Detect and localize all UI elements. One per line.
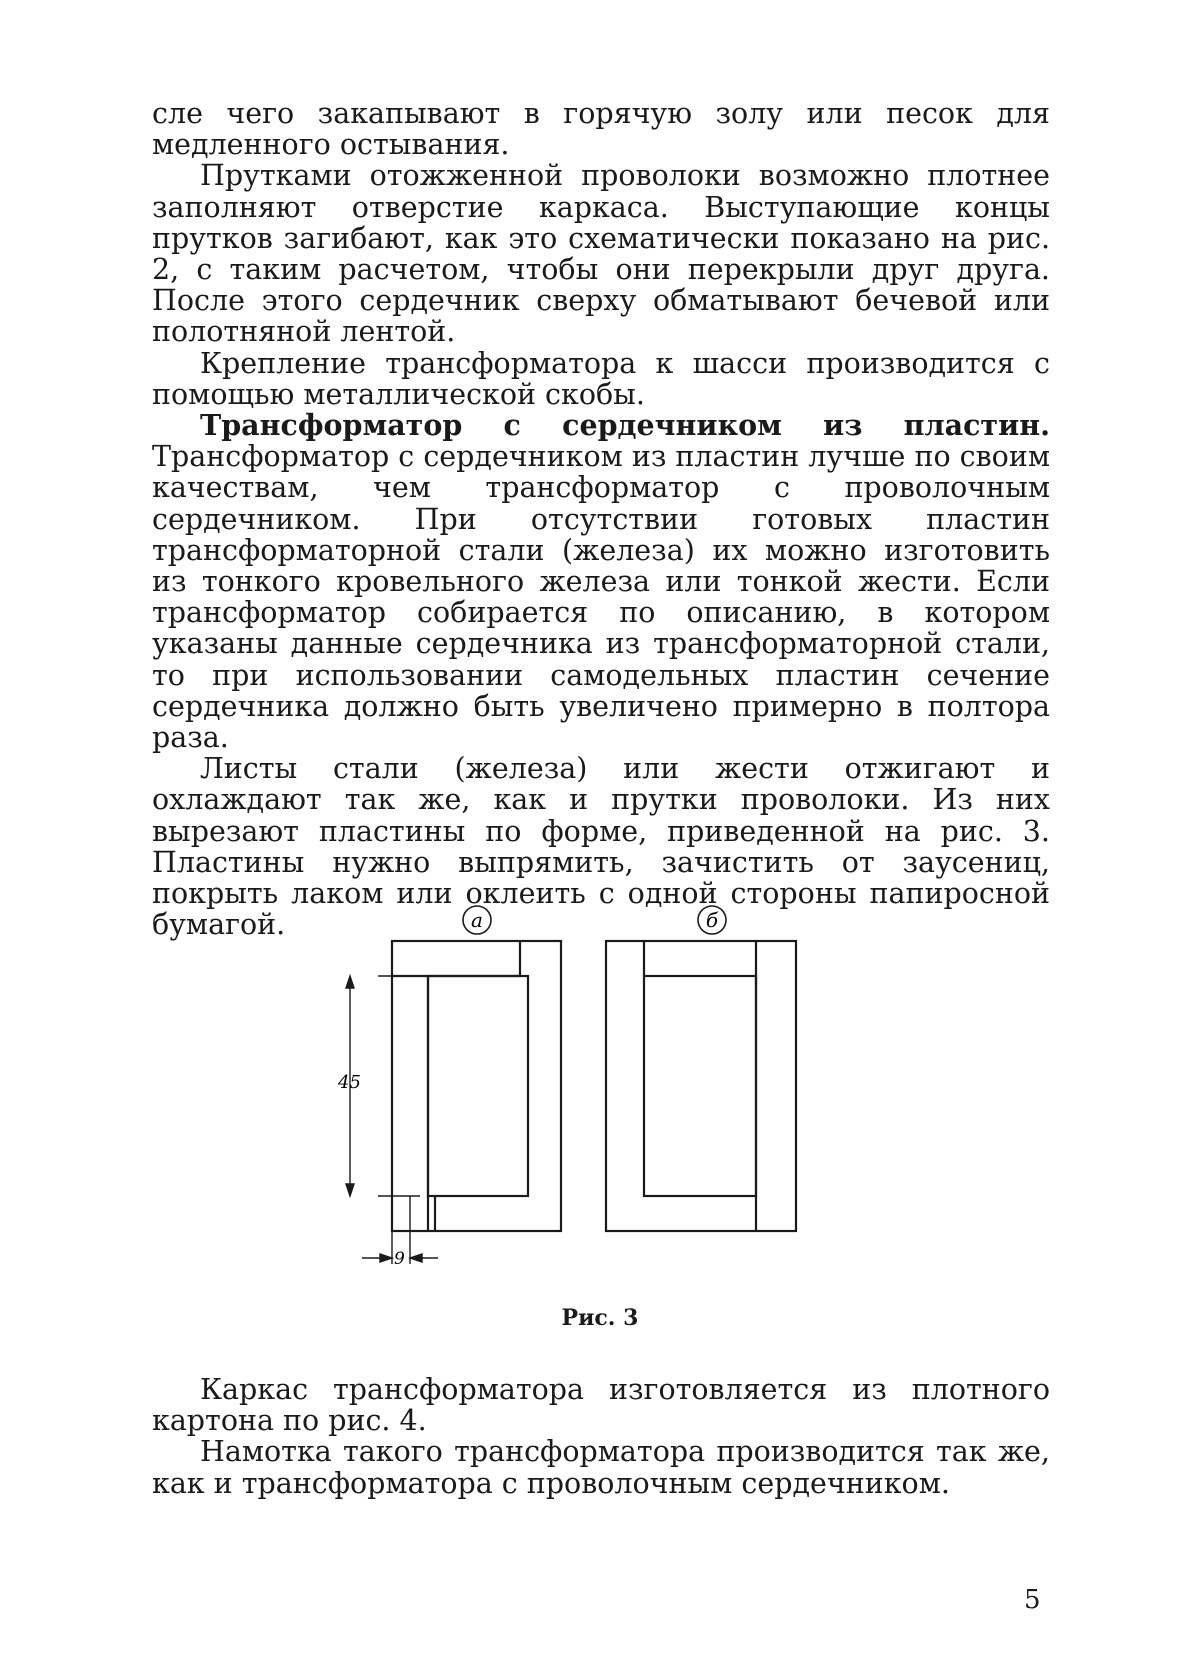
label-a-text: а: [471, 908, 483, 932]
label-b: [698, 906, 726, 934]
plate-a: [392, 941, 561, 1231]
page-number: 5: [1024, 1585, 1041, 1615]
plate-b-window: [644, 976, 756, 1196]
plate-a-outline: [392, 941, 561, 1231]
plate-b: [606, 941, 796, 1231]
plate-a-top-joint: [392, 941, 520, 976]
paragraph-plate-core: [152, 410, 1050, 753]
dimension-width-label: 9: [394, 1249, 405, 1269]
plate-b-outline: [606, 941, 796, 1231]
section-heading: Трансформатор с сердечником из пластин.: [200, 408, 1050, 443]
body-text: [152, 98, 1050, 940]
label-b-text: б: [705, 908, 719, 932]
dimension-height-label: 45: [338, 1072, 361, 1093]
body-text-bottom: [152, 1374, 1050, 1499]
paragraph-frame: Каркас трансформатора изготовляется из плотного картона по рис. 4.: [152, 1373, 1050, 1438]
paragraph-plate-core-body: Трансформатор с сердечником из пластин лучше по своим качествам, чем трансформатор с проволочным сердечником. При отсутствии готовых пластин трансформаторной стали (железа) их можно изготовить из тонкого кровельного железа или тонкой жести. Если трансформатор собирается по описанию, в котором указаны данные сердечника из трансформаторной стали, то при использовании самодельных пластин сечение сердечника должно быть увеличено примерно в полтора раза.: [152, 440, 1050, 755]
paragraph-mounting: Крепление трансформатора к шасси производится с помощью металлической скобы.: [152, 346, 1050, 411]
paragraph-winding: Намотка такого трансформатора производится так же, как и трансформатора с проволочным сердечником.: [152, 1435, 1050, 1500]
label-a: [463, 906, 491, 934]
paragraph-sheets: Листы стали (железа) или жести отжигают и охлаждают так же, как и прутки проволоки. Из них вырезают пластины по форме, приведенной на рис. 3. Пластины нужно выпрямить, зачистить от заусениц, покрыть лаком или оклеить с одной стороны папиросной бумагой.: [152, 752, 1050, 942]
paragraph-wire-core: Прутками отожженной проволоки возможно плотнее заполняют отверстие каркаса. Выступающие концы прутков загибают, как это схематически показано на рис. 2, с таким расчетом, чтобы они перекрыли друг друга. После этого сердечник сверху обматывают бечевой или полотняной лентой.: [152, 159, 1050, 349]
figure-plates: [338, 896, 820, 1296]
paragraph-continuation: сле чего закапывают в горячую золу или песок для медленного остывания.: [152, 97, 1050, 162]
figure-caption: Рис. 3: [561, 1305, 639, 1331]
plate-a-window: [428, 976, 528, 1196]
